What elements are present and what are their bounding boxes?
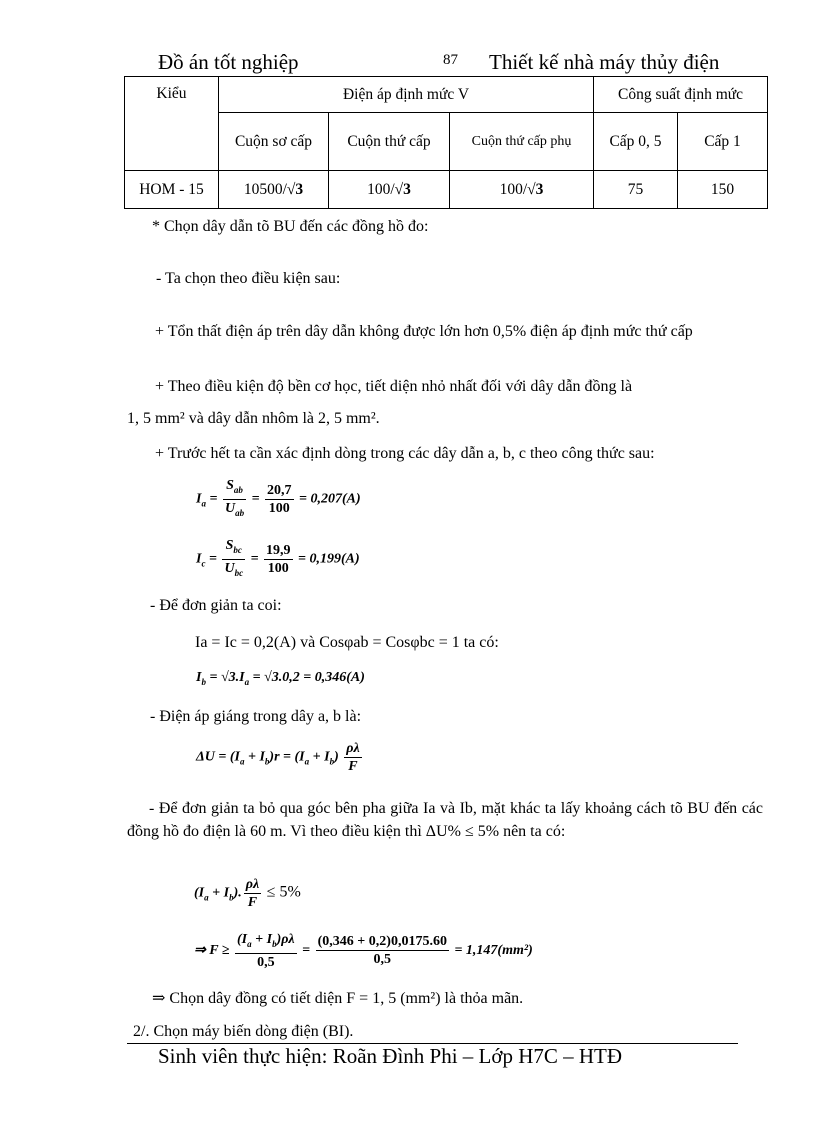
- header-right: Thiết kế nhà máy thủy điện: [489, 50, 720, 74]
- equation-ib: $I_b = √3.I_a = √3.0,2 = 0,346(A)$: [196, 670, 365, 687]
- equation-delta-u: $\Delta U = (I_a + I_b)r = (I_a + I_b)$ $\frac{\rho\lambda}{F}$: [196, 741, 360, 774]
- col-header-dien-ap: Điện áp định mức V: [219, 77, 594, 113]
- para-chon-day-dong: ⇒ Chọn dây đồng có tiết diện F = 1, 5 (mm²) là thỏa mãn.: [152, 990, 524, 1007]
- cell-cap-05: 75: [594, 171, 678, 209]
- equation-ia: $I_a$ = $\frac{S_{ab}}{U_{ab}}$ = $\frac{20,7}{100}$ = 0,207(A): [196, 478, 361, 518]
- cell-thu-cap: 100/√3: [329, 171, 450, 209]
- cell-so-cap: 10500/√3: [219, 171, 329, 209]
- sub-header-so-cap: Cuộn sơ cấp: [219, 113, 329, 171]
- equation-f: ⇒ F ≥ $\frac{(I_a + I_b)\rho\lambda}{0,5}$ = $\frac{(0,346 + 0,2)0,0175.60}{0,5}$ = 1,147(mm²): [194, 932, 533, 970]
- para-dien-ap-giang: - Điện áp giáng trong dây a, b là:: [150, 708, 362, 725]
- cell-cap-1: 150: [678, 171, 768, 209]
- cell-kieu: HOM - 15: [125, 171, 219, 209]
- page-number: 87: [443, 52, 458, 68]
- equation-inequality: $(I_a + I_b)$. $\frac{\rho\lambda}{F}$ ≤ 5%: [194, 877, 301, 910]
- para-don-gian: - Để đơn giản ta coi:: [150, 597, 282, 614]
- para-truoc-het: + Trước hết ta cần xác định dòng trong các dây dẫn a, b, c theo công thức sau:: [155, 445, 655, 462]
- footer-text: Sinh viên thực hiện: Roãn Đình Phi – Lớp H7C – HTĐ: [158, 1044, 623, 1068]
- para-dieu-kien: - Ta chọn theo điều kiện sau:: [156, 270, 341, 287]
- sub-header-thu-cap-phu: Cuộn thứ cấp phụ: [450, 113, 594, 171]
- col-header-cong-suat: Công suất định mức: [594, 77, 768, 113]
- col-header-kieu: Kiểu: [125, 77, 219, 171]
- header-left: Đồ án tốt nghiệp: [158, 50, 299, 74]
- sub-header-cap-1: Cấp 1: [678, 113, 768, 171]
- para-chon-day: * Chọn dây dẫn tõ BU đến các đồng hồ đo:: [152, 218, 429, 235]
- equation-ic: $I_c$ = $\frac{S_{bc}}{U_{bc}}$ = $\frac{19,9}{100}$ = 0,199(A): [196, 538, 360, 578]
- para-ton-that: + Tổn thất điện áp trên dây dẫn không được lớn hơn 0,5% điện áp định mức thứ cấp: [155, 323, 693, 340]
- para-bo-qua: - Để đơn giản ta bỏ qua góc bên pha giữa Ia và Ib, mặt khác ta lấy khoảng cách tõ BU đến các đồng hồ đo điện là 60 m. Vì theo điều kiện thì ΔU% ≤ 5% nên ta có:: [127, 800, 763, 840]
- cell-thu-cap-phu: 100/√3: [450, 171, 594, 209]
- para-tiet-dien: 1, 5 mm² và dây dẫn nhôm là 2, 5 mm².: [127, 410, 380, 427]
- sub-header-thu-cap: Cuộn thứ cấp: [329, 113, 450, 171]
- sub-header-cap-05: Cấp 0, 5: [594, 113, 678, 171]
- spec-table: [124, 76, 768, 209]
- para-do-ben: + Theo điều kiện độ bền cơ học, tiết diện nhỏ nhất đối với dây dẫn đồng là: [155, 378, 633, 395]
- para-chon-bi: 2/. Chọn máy biến dòng điện (BI).: [133, 1023, 354, 1040]
- para-ia-ic: Ia = Ic = 0,2(A) và Cosφab = Cosφbc = 1 ta có:: [195, 634, 499, 651]
